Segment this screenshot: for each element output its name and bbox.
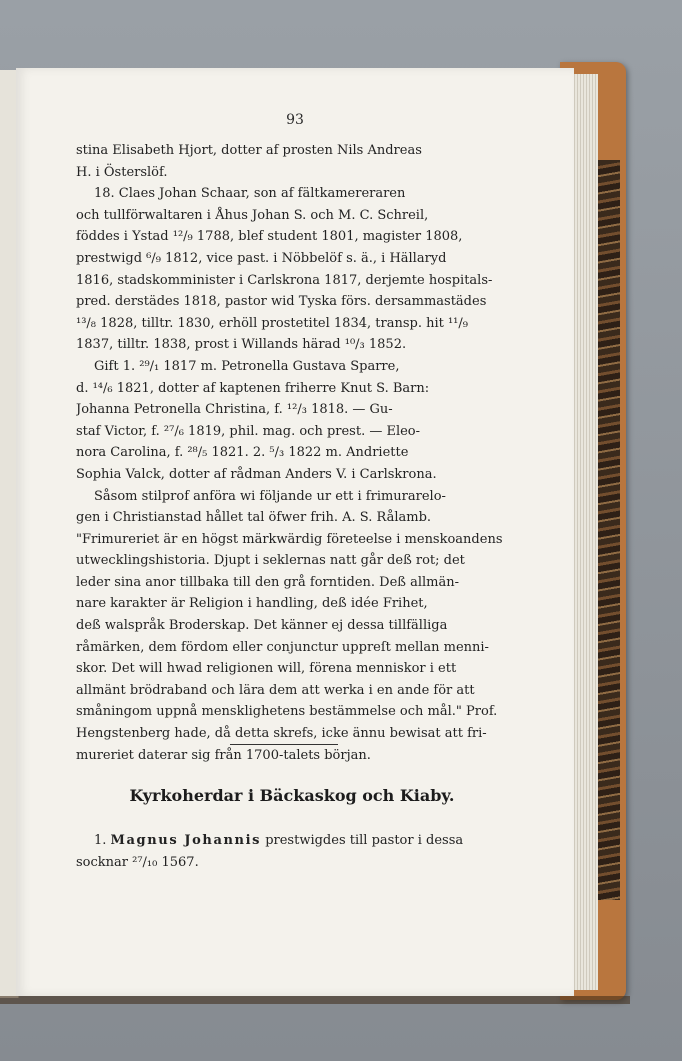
text-line: skor. Det will hwad religionen will, förena menniskor i ett (76, 661, 457, 677)
text-line: utwecklingshistoria. Djupt i seklernas natt går deß rot; det (76, 553, 465, 569)
text-line: gen i Christianstad hållet tal öfwer frih. A. S. Rålamb. (76, 510, 432, 526)
text-line: nare karakter är Religion i handling, deß idée Frihet, (76, 596, 428, 612)
text-line: 1816, stadskomminister i Carlskrona 1817, derjemte hospitals- (76, 272, 493, 288)
entry-name: Magnus Johannis (110, 833, 262, 848)
page-stack (572, 74, 598, 990)
text-line: mureriet daterar sig från 1700-talets början. (76, 747, 371, 763)
text-line: d. ¹⁴/₆ 1821, dotter af kaptenen friherre Knut S. Barn: (76, 380, 430, 396)
entry-number: 1. (94, 833, 107, 848)
page-number: 93 (286, 112, 304, 128)
page-body-text (76, 140, 508, 766)
section-divider (230, 744, 338, 745)
text-line: småningom uppnå mensklighetens bestämmelse och mål." Prof. (76, 704, 498, 720)
section-heading: Kyrkoherdar i Bäckaskog och Kiaby. (129, 786, 455, 805)
text-line: deß walspråk Broderskap. Det känner ej dessa tillfälliga (76, 618, 448, 634)
text-line: Johanna Petronella Christina, f. ¹²/₃ 1818. — Gu- (76, 402, 393, 418)
text-line: pred. derstädes 1818, pastor wid Tyska förs. dersammastädes (76, 294, 487, 310)
book-bottom-edge (0, 996, 630, 1004)
text-line: ¹³/₈ 1828, tilltr. 1830, erhöll prostetitel 1834, transp. hit ¹¹/₉ (76, 315, 468, 331)
text-line: 1837, tilltr. 1838, prost i Willands härad ¹⁰/₃ 1852. (76, 337, 407, 353)
text-line: Sophia Valck, dotter af rådman Anders V. i Carlskrona. (76, 466, 437, 482)
text-line: nora Carolina, f. ²⁸/₅ 1821. 2. ⁵/₃ 1822 m. Andriette (76, 445, 409, 461)
text-line: stina Elisabeth Hjort, dotter af prosten Nils Andreas (76, 143, 422, 158)
text-line: staf Victor, f. ²⁷/₆ 1819, phil. mag. och prest. — Eleo- (76, 423, 421, 439)
text-line: "Frimureriet är en högst märkwärdig företeelse i menskoandens (76, 531, 503, 547)
entry-line: socknar ²⁷/₁₀ 1567. (76, 854, 199, 870)
text-line: Gift 1. ²⁹/₁ 1817 m. Petronella Gustava Sparre, (94, 358, 400, 374)
text-line: råmärken, dem fördom eller conjunctur uppreſt mellan menni- (76, 639, 489, 655)
book-page (16, 68, 574, 996)
entry-line (76, 830, 508, 852)
entry-text: prestwigdes till pastor i dessa (261, 833, 464, 848)
text-line: och tullförwaltaren i Åhus Johan S. och M. C. Schreil, (76, 207, 429, 223)
text-line: föddes i Ystad ¹²/₉ 1788, blef student 1801, magister 1808, (76, 229, 463, 245)
entry-1 (76, 830, 508, 873)
text-line: allmänt brödraband och lära dem att werka i en ande för att (76, 682, 475, 698)
text-line: Såsom stilprof anföra wi följande ur ett i frimurarelo- (94, 488, 446, 504)
text-line: H. i Österslöf. (76, 164, 168, 180)
text-line: prestwigd ⁶/₉ 1812, vice past. i Nöbbelöf s. ä., i Hällaryd (76, 250, 447, 266)
text-line: 18. Claes Johan Schaar, son af fältkamereraren (94, 186, 406, 202)
text-line: leder sina anor tillbaka till den grå forntiden. Deß allmän- (76, 574, 459, 590)
marbled-page-edge (598, 160, 620, 900)
text-line: Hengstenberg hade, då detta skrefs, icke ännu bewisat att fri- (76, 726, 487, 742)
